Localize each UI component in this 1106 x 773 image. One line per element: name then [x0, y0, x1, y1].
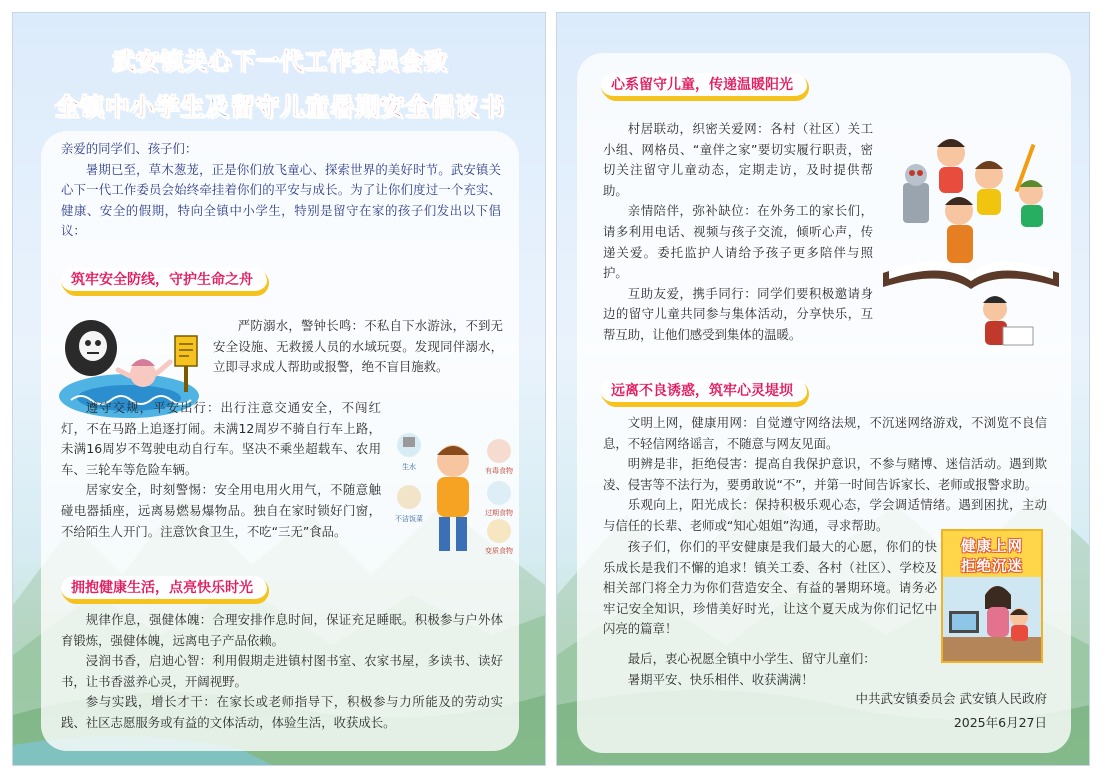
title-line-1: 武安镇关心下一代工作委员会致: [112, 49, 448, 75]
closing-block: [603, 537, 937, 640]
section4-para-1: 文明上网，健康用网：自觉遵守网络法规，不沉迷网络游戏，不浏览不良信息，不轻信网络谣言，不随意与网友见面。: [603, 415, 1047, 451]
closing-para-3: 暑期平安、快乐相伴、收获满满！: [627, 671, 814, 687]
children-reading-illustration: [883, 123, 1059, 359]
poster-line-1: 健康上网: [961, 539, 1023, 555]
food-label-b: 有毒食物: [485, 467, 513, 475]
signature-date: 2025年6月27日: [953, 715, 1047, 730]
section3-heading: 心系留守儿童，传递温暖阳光: [601, 73, 807, 99]
section1-heading: 筑牢安全防线，守护生命之舟: [61, 268, 267, 294]
section4-para-3: 乐观向上，阳光成长：保持积极乐观心态，学会调适情绪。遇到困扰，主动与信任的长辈、老师或“知心姐姐”沟通，寻求帮助。: [603, 497, 1047, 533]
food-label-d: 过期食物: [485, 509, 513, 517]
intro-block: [61, 139, 501, 242]
section3-para-2: 亲情陪伴，弥补缺位：在外务工的家长们，请多利用电话、视频与孩子交流，倾听心声，传递关爱。委托监护人请给予孩子更多陪伴与照护。: [603, 203, 873, 281]
section4-heading: 远离不良诱惑，筑牢心灵堤坝: [601, 379, 807, 405]
section3-para-1: 村居联动，织密关爱网：各村（社区）关工小组、网格员、“童伴之家”要切实履行职责，密切关注留守儿童动态，定期走访，及时提供帮助。: [603, 121, 873, 198]
section3-block: [603, 119, 873, 346]
food-label-a: 生水: [402, 463, 416, 471]
intro-greeting: 亲爱的同学们、孩子们：: [61, 141, 198, 156]
section2-para-2: 浸润书香，启迪心智：利用假期走进镇村图书室、农家书屋，多读书、读好书，让书香滋养心灵，开阔视野。: [61, 653, 503, 689]
mother-child-computer-icon: [943, 577, 1043, 663]
poster-line-2: 拒绝沉迷: [961, 559, 1023, 575]
food-safety-illustration: [395, 425, 515, 563]
title-part-b: 及: [205, 93, 230, 121]
title-line-2: [13, 87, 546, 122]
right-page: [556, 12, 1090, 766]
section1-para-1: 严防溺水，警钟长鸣：不私自下水游泳，不到无安全设施、无救援人员的水域玩耍。发现同伴溺水，立即寻求成人帮助或报警，绝不盲目施救。: [213, 318, 503, 375]
title-part-c: 留守儿童暑期安全倡议书: [230, 93, 505, 121]
section4-para-2: 明辨是非，拒绝侵害：提高自我保护意识，不参与赌博、迷信活动。遇到欺凌、侵害等不法行为，要勇敢说“不”，并第一时间告诉家长、老师或报警求助。: [603, 456, 1047, 492]
section1-para-2: 遵守交规，平安出行：出行注意交通安全，不闯红灯，不在马路上追逐打闹。未满12周岁不骑自行车上路，未满16周岁不驾驶电动自行车。坚决不乘坐超载车、农用车、三轮车等危险车辆。 居家安全，时刻警惕：安全用电用火用气，不随意触碰电器插座，远离易燃易爆物品。独自在家时锁好门窗，不给陌生人开门。注意饮食卫生，不吃“三无”食品。: [61, 398, 503, 548]
section2-block: [61, 610, 503, 734]
section2-para-1: 规律作息，强健体魄：合理安排作息时间，保证充足睡眠。积极参与户外体育锻炼，强健体魄，远离电子产品依赖。: [61, 612, 503, 648]
title-part-a: 全镇中小学生: [55, 93, 205, 121]
food-label-e: 不洁饭菜: [395, 515, 423, 523]
healthy-internet-poster: [941, 529, 1043, 663]
left-page: [12, 12, 546, 766]
closing-para-1: 孩子们，你们的平安健康是我们最大的心愿，你们的快乐成长是我们不懈的追求！镇关工委、各村（社区）、学校及相关部门将全力为你们营造安全、有益的暑期环境。请务必牢记安全知识，珍惜美好时光，让这个夏天成为你们记忆中闪亮的篇章！: [603, 539, 937, 637]
section3-para-3: 互助友爱，携手同行：同学们要积极邀请身边的留守儿童共同参与集体活动，分享快乐，互帮互助，让他们感受到集体的温暖。: [603, 285, 873, 342]
section2-para-3: 参与实践，增长才干：在家长或老师指导下，积极参与力所能及的劳动实践、社区志愿服务或有益的文体活动，体验生活，收获成长。: [61, 694, 503, 730]
intro-body: 暑期已至，草木葱茏，正是你们放飞童心、探索世界的美好时节。武安镇关心下一代工作委员会始终牵挂着你们的平安与成长。为了让你们度过一个充实、健康、安全的假期，特向全镇中小学生，特别是留守在家的孩子们发出以下倡议：: [61, 161, 501, 239]
closing-para-2: 最后，衷心祝愿全镇中小学生、留守儿童们：: [627, 651, 876, 666]
section4-block: [603, 413, 1047, 537]
signature-org: 中共武安镇委员会 武安镇人民政府: [855, 691, 1047, 706]
food-label-c: 变质食物: [485, 547, 513, 555]
section2-heading: 拥抱健康生活，点亮快乐时光: [61, 576, 267, 602]
